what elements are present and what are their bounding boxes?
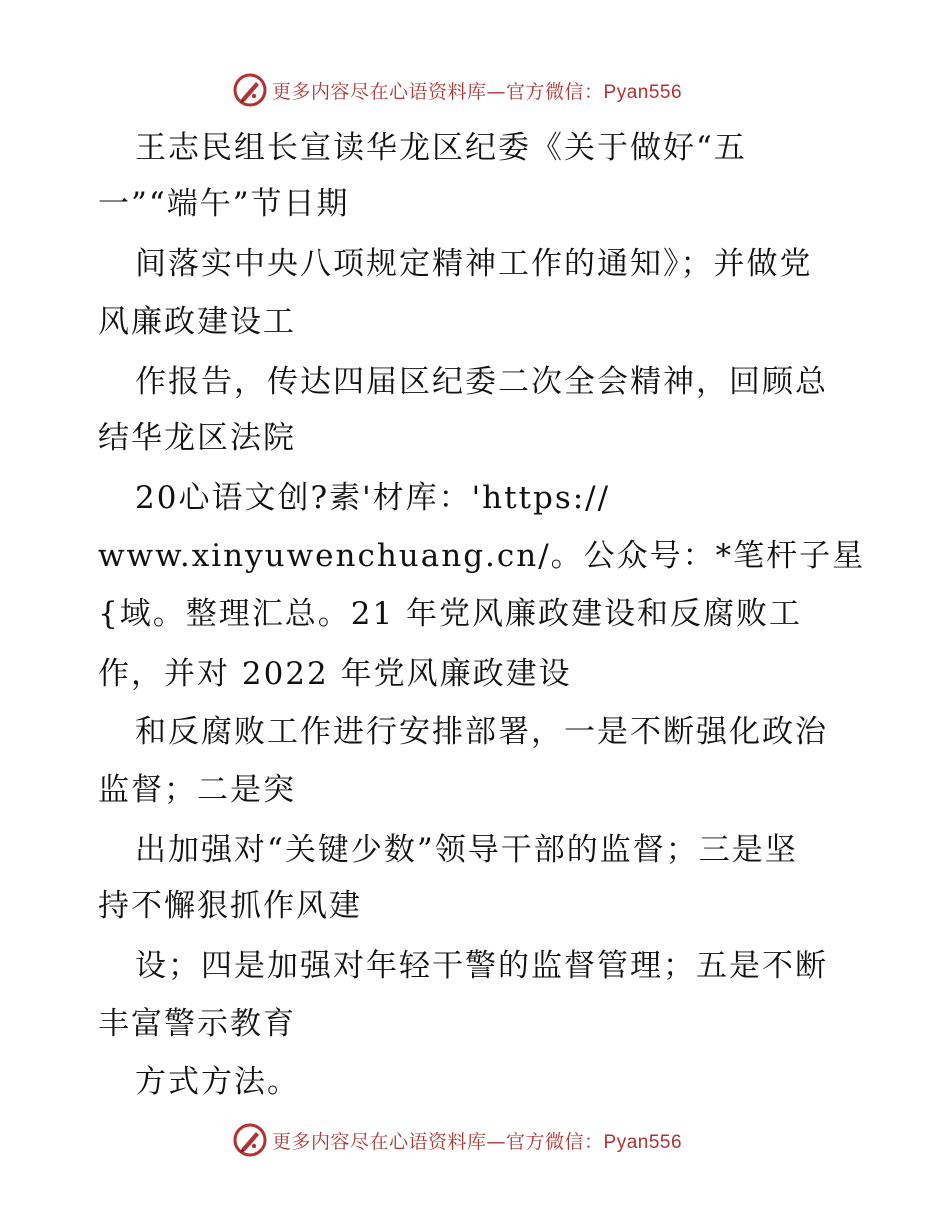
text-line: {域。整理汇总。21 年党风廉政建设和反腐败工 — [98, 596, 803, 632]
text-line: 王志民组长宣读华龙区纪委《关于做好“五 — [135, 130, 747, 166]
text-line: 出加强对“关键少数”领导干部的监督；三是坚 — [135, 832, 798, 868]
text-line: 监督；二是突 — [98, 772, 296, 808]
banner-separator: — — [486, 1130, 507, 1153]
banner-text — [272, 77, 682, 104]
text-line: 作报告，传达四届区纪委二次全会精神，回顾总 — [135, 364, 828, 400]
text-line: 作，并对 2022 年党风廉政建设 — [98, 656, 572, 692]
banner-wechat-id: Pyan556 — [603, 1131, 683, 1153]
footer-banner — [232, 1120, 712, 1160]
text-line: 结华龙区法院 — [98, 420, 296, 456]
text-line: 一”“端午”节日期 — [98, 186, 350, 222]
banner-official-label: 官方微信： — [506, 80, 604, 103]
text-line: 方式方法。 — [135, 1064, 300, 1100]
pen-logo-icon — [232, 72, 268, 108]
banner-text — [272, 1127, 682, 1154]
text-line: 间落实中央八项规定精神工作的通知》；并做党 — [135, 246, 813, 282]
header-banner — [232, 70, 712, 110]
text-line: 20心语文创?素'材库：'https:// — [135, 480, 611, 516]
banner-main-text: 更多内容尽在心语资料库 — [272, 1130, 487, 1153]
text-line: 和反腐败工作进行安排部署，一是不断强化政治 — [135, 714, 828, 750]
text-line: 持不懈狠抓作风建 — [98, 888, 362, 924]
text-line: www.xinyuwenchuang.cn/。公众号：*笔杆子星 — [98, 538, 866, 574]
text-line: 风廉政建设工 — [98, 304, 296, 340]
banner-official-label: 官方微信： — [506, 1130, 604, 1153]
text-line: 设；四是加强对年轻干警的监督管理；五是不断 — [135, 948, 828, 984]
pen-logo-icon — [232, 1122, 268, 1158]
banner-separator: — — [486, 80, 507, 103]
text-line: 丰富警示教育 — [98, 1006, 296, 1042]
banner-wechat-id: Pyan556 — [603, 81, 683, 103]
banner-main-text: 更多内容尽在心语资料库 — [272, 80, 487, 103]
